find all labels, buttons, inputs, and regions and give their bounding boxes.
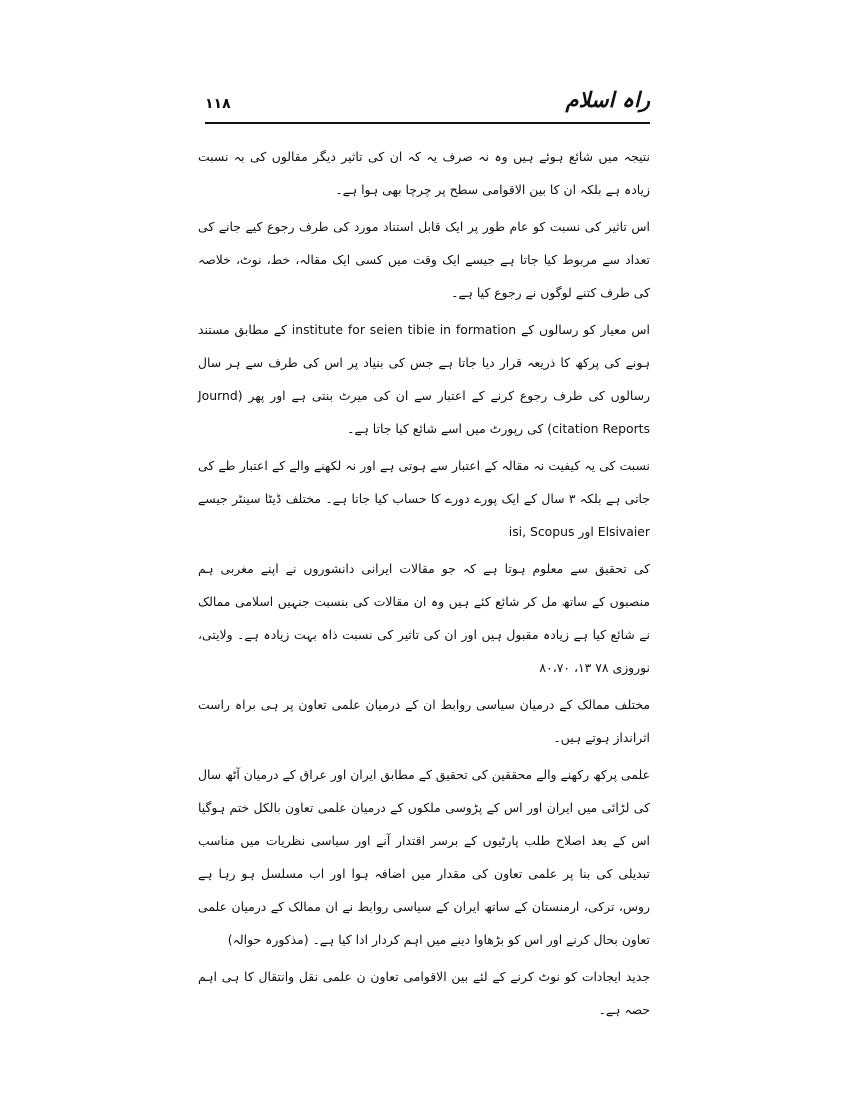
paragraph: مختلف ممالک کے درمیان سیاسی روابط ان کے درمیان علمی تعاون پر ہی براہ راست اثرانداز ہوتے ہیں۔ — [198, 697, 650, 745]
paragraph: علمی پرکھ رکھنے والے محققین کی تحقیق کے مطابق ایران اور عراق کے درمیان آٹھ سال کی لڑائی میں ایران اور اس کے پڑوسی ملکوں کے درمیان علمی تعاون بالکل ختم ہوگیا اس کے بعد اصلاح طلب پارٹیوں کے برسر اقتدار آنے اور سیاسی نظریات میں مناسب تبدیلی کی بنا پر علمی تعاون کی مقدار میں اضافہ ہوا اور اب مسلسل ہو رہا ہے روس، ترکی، ارمنستان کے ساتھ ایران کے سیاسی روابط نے ان ممالک کے درمیان علمی تعاون بحال کرنے اور اس کو بڑھاوا دینے میں اہم کردار ادا کیا ہے۔ (مذکورہ حوالہ) — [198, 767, 650, 947]
page-number: ۱۱۸ — [205, 96, 231, 112]
paragraph: اس تاثیر کی نسبت کو عام طور پر ایک قابل استناد مورد کی طرف رجوع کیے جانے کی تعداد سے مربوط کیا جاتا ہے جیسے ایک وقت میں کسی ایک مقالہ، خط، نوٹ، خلاصہ کی طرف کتنے لوگوں نے رجوع کیا ہے۔ — [198, 219, 650, 300]
page-header — [205, 88, 650, 118]
article-body — [198, 140, 650, 1030]
paragraph: کی تحقیق سے معلوم ہوتا ہے کہ جو مقالات ایرانی دانشوروں نے اپنے مغربی ہم منصبوں کے ساتھ مل کر شائع کئے ہیں وہ ان مقالات کی بنسبت جنہیں اسلامی ممالک نے شائع کیا ہے زیادہ مقبول ہیں اور ان کی تاثیر کی نسبت ذاہ بہت زیادہ ہے۔ ولایتی، نوروزی ۷۸ ۱۳، ۸۰،۷۰ — [198, 561, 650, 675]
paragraph: اس معیار کو رسالوں کے institute for seien tibie in formation کے مطابق مستند ہونے کی پرکھ کا ذریعہ قرار دیا جاتا ہے جس کی بنیاد پر اس کی طرف سے ہر سال رسالوں کی طرف رجوع کرنے کے اعتبار سے ان کی میرٹ بنتی ہے اور پھر (Journd citation Reports) کی رپورٹ میں اسے شائع کیا جاتا ہے۔ — [198, 322, 650, 436]
paragraph: جدید ایجادات کو نوٹ کرنے کے لئے بین الاقوامی تعاون ن علمی نقل وانتقال کا ہی اہم حصہ ہے۔ — [198, 969, 650, 1017]
header-rule — [205, 122, 650, 124]
paragraph: نسبت کی یہ کیفیت نہ مقالہ کے اعتبار سے ہوتی ہے اور نہ لکھنے والے کے اعتبار طے کی جاتی ہے بلکہ ۳ سال کے ایک پورے دورے کا حساب کیا جاتا ہے۔ مختلف ڈیٹا سینٹر جیسے Elsivaier اور isi, Scopus — [198, 458, 650, 539]
paragraph: نتیجہ میں شائع ہوئے ہیں وہ نہ صرف یہ کہ ان کی تاثیر دیگر مقالوں کی بہ نسبت زیادہ ہے بلکہ ان کا بین الاقوامی سطح پر چرچا بھی ہوا ہے۔ — [198, 149, 650, 197]
journal-title: راہ اسلام — [565, 88, 650, 112]
